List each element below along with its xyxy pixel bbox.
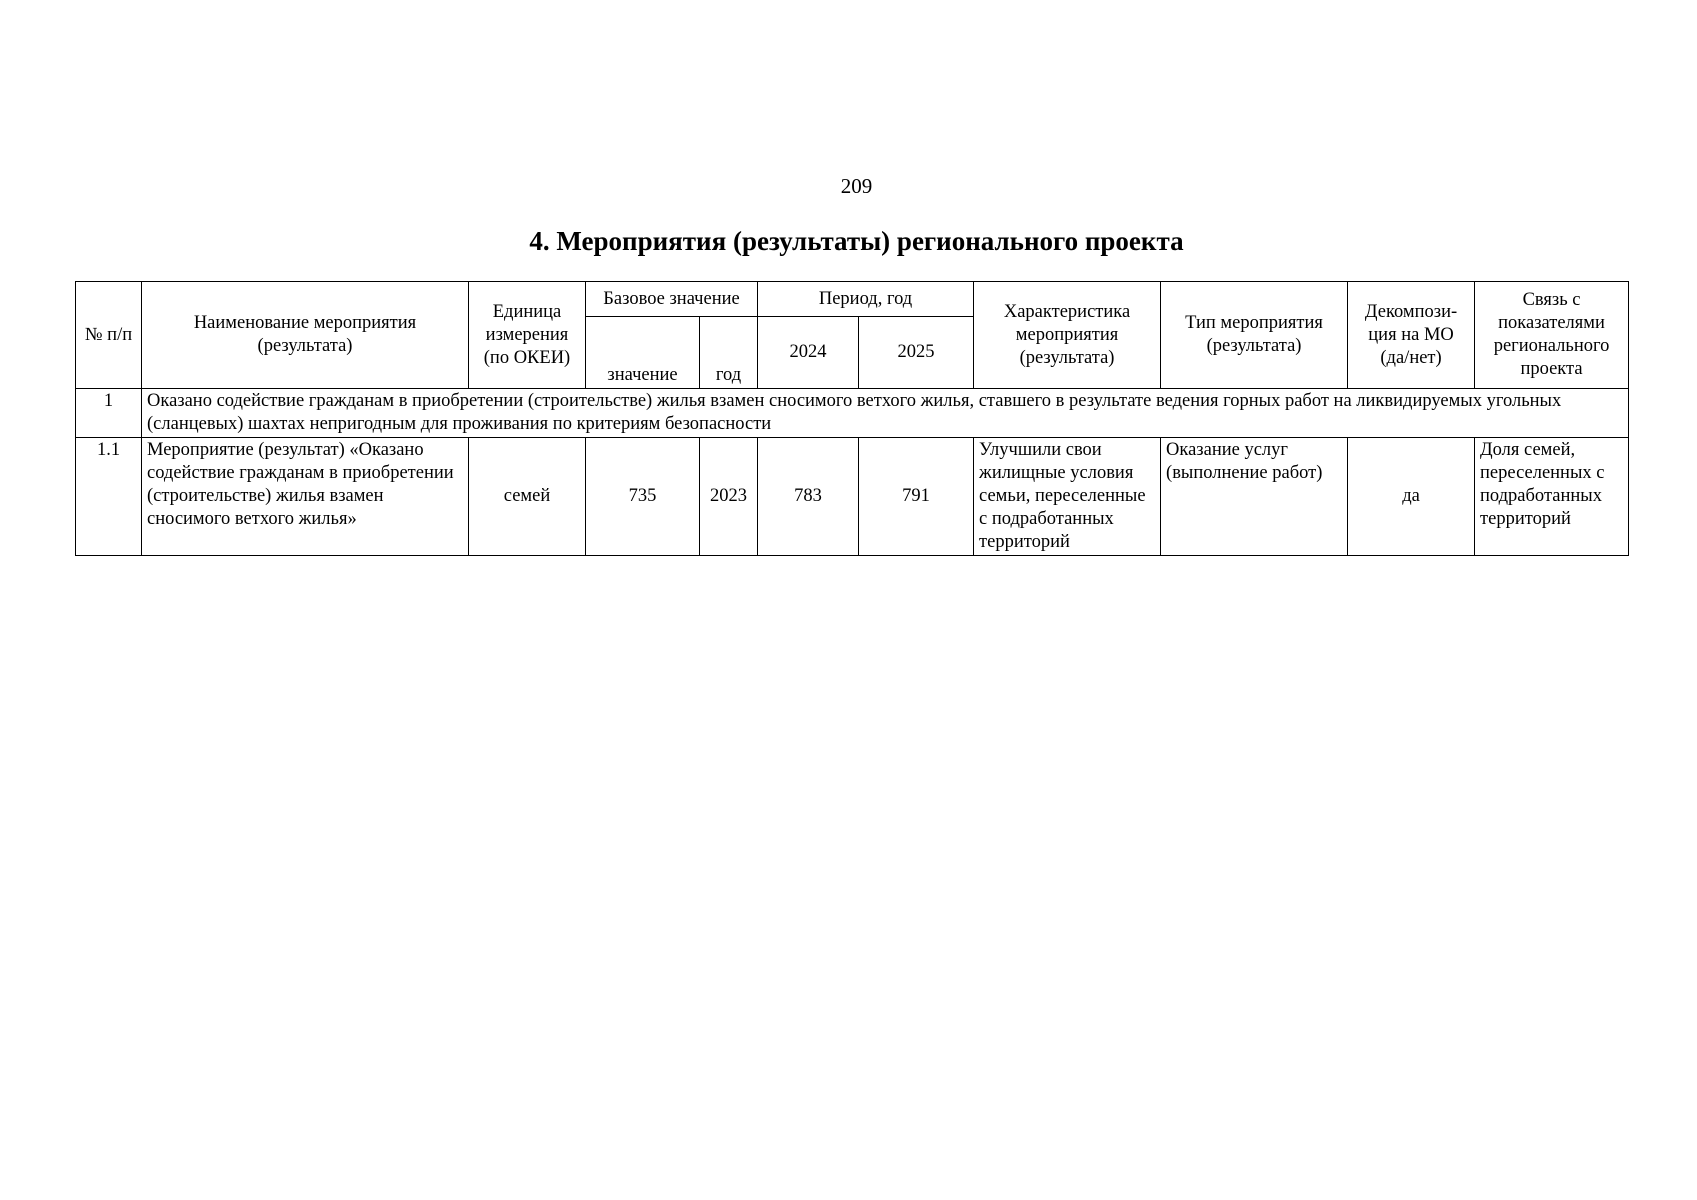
header-characteristic: Характеристика мероприятия (результата) <box>974 282 1161 389</box>
header-unit: Единица измерения (по ОКЕИ) <box>469 282 586 389</box>
row-characteristic: Улучшили свои жилищные условия семьи, переселенные с подработанных территорий <box>974 438 1161 556</box>
page-title: 4. Мероприятия (результаты) регионального проекта <box>529 226 1184 256</box>
header-decomposition: Декомпози-ция на МО (да/нет) <box>1348 282 1475 389</box>
results-table <box>75 281 1629 556</box>
section-num: 1 <box>76 389 142 438</box>
table-row <box>76 438 1629 556</box>
row-type: Оказание услуг (выполнение работ) <box>1161 438 1348 556</box>
header-base-value: значение <box>586 317 700 389</box>
header-base: Базовое значение <box>586 282 758 317</box>
row-2024: 783 <box>758 438 859 556</box>
header-type: Тип мероприятия (результата) <box>1161 282 1348 389</box>
row-base-value: 735 <box>586 438 700 556</box>
header-2024: 2024 <box>758 317 859 389</box>
row-link: Доля семей, переселенных с подработанных территорий <box>1475 438 1629 556</box>
row-unit: семей <box>469 438 586 556</box>
header-link: Связь с показателями регионального проекта <box>1475 282 1629 389</box>
row-name: Мероприятие (результат) «Оказано содействие гражданам в приобретении (строительстве) жилья взамен сносимого ветхого жилья» <box>142 438 469 556</box>
header-name: Наименование мероприятия (результата) <box>142 282 469 389</box>
row-num: 1.1 <box>76 438 142 556</box>
header-row-1 <box>76 282 1629 317</box>
header-period: Период, год <box>758 282 974 317</box>
header-2025: 2025 <box>859 317 974 389</box>
row-base-year: 2023 <box>700 438 758 556</box>
header-base-year: год <box>700 317 758 389</box>
header-num: № п/п <box>76 282 142 389</box>
row-2025: 791 <box>859 438 974 556</box>
page-number: 209 <box>840 174 873 198</box>
section-row <box>76 389 1629 438</box>
section-text: Оказано содействие гражданам в приобретении (строительстве) жилья взамен сносимого ветхого жилья, ставшего в результате ведения горных работ на ликвидируемых угольных (сланцевых) шахтах непригодным для проживания по критериям безопасности <box>142 389 1629 438</box>
row-decomposition: да <box>1348 438 1475 556</box>
